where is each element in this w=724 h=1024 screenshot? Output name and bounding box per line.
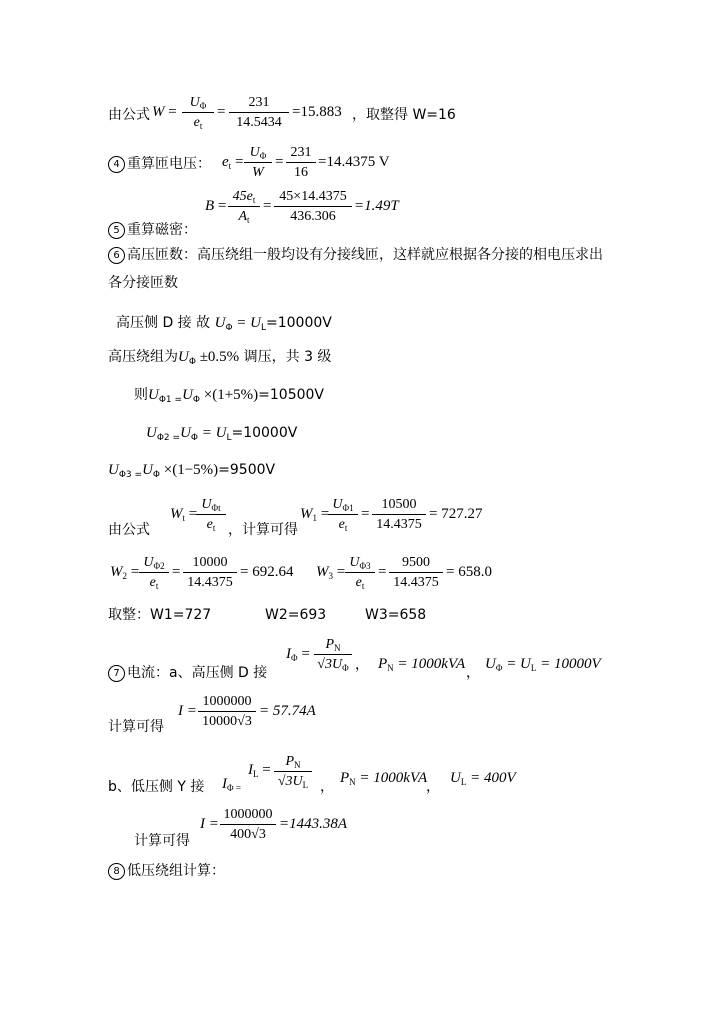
formula-iphi-lhs: $I_{\Phi =}$ xyxy=(222,776,241,793)
line-16-label: 计算可得 xyxy=(134,833,190,849)
fraction-uphit-over-et: $U_{\Phi t}$ $e_t$ xyxy=(196,497,226,534)
circled-number: 5 xyxy=(108,222,125,239)
fraction-pn-over-sqrt3-ul: $\frac{P_N}{√3U_L}$ xyxy=(274,754,312,791)
circled-number: 6 xyxy=(108,247,125,264)
u-phi2-formula: $U_{\Phi 2 =}U_\Phi = U_L=10000V$ xyxy=(146,425,298,443)
formula-b-lhs: B = xyxy=(205,198,227,214)
formula-il-lhs: $I_L$ = xyxy=(248,762,271,779)
rounding-w1: 取整：W1=727 xyxy=(108,607,212,623)
comma: ， xyxy=(426,779,440,795)
section-6-continuation: 各分接匝数 xyxy=(108,275,178,291)
circled-number: 7 xyxy=(108,665,125,682)
comma: ， xyxy=(320,779,334,795)
fraction-45et-over-at: $\frac{45e_t}{A_t}$ xyxy=(228,189,260,226)
formula-result: =1.49T xyxy=(354,198,399,214)
formula-iphi-lhs: $I_\Phi$ = xyxy=(286,646,310,663)
formula-result: =14.4375 V xyxy=(318,154,390,170)
hv-d-connection: 高压侧 D 接 故 $U_\Phi = U_L=10000V$ xyxy=(116,315,332,333)
formula-result: = 727.27 xyxy=(429,506,483,522)
fraction-9500-over-14.4375: $\frac{9500}{14.4375}$ xyxy=(389,555,443,591)
formula-ul: $U_L = 400V$ xyxy=(450,770,516,787)
formula-w1-lhs: $W_1$ = xyxy=(300,506,330,523)
formula-i-lhs: I = xyxy=(178,703,197,719)
formula-eq: = xyxy=(361,506,370,522)
formula-result: =15.883 xyxy=(292,104,342,120)
section-7-heading: 7 电流：a、高压侧 D 接 xyxy=(108,664,267,682)
formula-i-lhs: I = xyxy=(200,816,219,832)
fraction-uphi2-over-et: $\frac{U_{\Phi 2}}{e_t}$ xyxy=(139,555,169,592)
formula-et-lhs: $e_t$ = xyxy=(222,154,244,171)
fraction-1000000-over-10000sqrt3: $\frac{1000000}{10000√3}$ xyxy=(198,694,256,730)
formula-w-lhs: W = xyxy=(152,104,177,120)
lv-y-connection-label: b、低压侧 Y 接 xyxy=(108,779,205,795)
formula-w3-lhs: $W_3$ = xyxy=(316,564,346,581)
fraction-45x14.4375-over-436.306: $\frac{45\times 14.4375}{436.306}$ xyxy=(274,189,352,225)
formula-uphi-ul: $U_\Phi = U_L = 10000V$ xyxy=(485,656,601,673)
fraction-10500-over-14.4375: $\frac{10500}{14.4375}$ xyxy=(372,497,426,533)
u-phi3-formula: $U_{\Phi 3 =}U_\Phi \times(1-5\%)=9500V$ xyxy=(108,462,276,480)
line-10-label: 由公式 xyxy=(108,522,150,538)
comma: ， xyxy=(355,657,369,673)
formula-eq: = xyxy=(172,564,181,580)
formula-result-w3: = 658.0 xyxy=(446,564,492,580)
formula-result: = 57.74A xyxy=(259,703,316,719)
fraction-231-over-14.5434: $\frac{231}{14.5434}$ xyxy=(229,95,289,131)
fraction-u-over-e: $\frac{U_\Phi}{e_t}$ xyxy=(182,95,214,132)
fraction-uphi3-over-et: $\frac{U_{\Phi 3}}{e_t}$ xyxy=(345,555,375,592)
formula-pn: $P_N = 1000kVA$ xyxy=(378,656,466,673)
fraction-pn-over-sqrt3-uphi: $\frac{P_N}{√3U_\Phi}$ xyxy=(314,637,352,674)
formula-eq: = xyxy=(217,104,226,120)
comma: ， xyxy=(466,665,480,681)
circled-number: 8 xyxy=(108,863,125,880)
hv-tap-description: 高压绕组为$U_\Phi \pm 0.5\%$ 调压，共 3 级 xyxy=(108,349,332,367)
formula-eq: = xyxy=(275,154,284,170)
section-8-heading: 8 低压绕组计算： xyxy=(108,862,225,880)
fraction-10000-over-14.4375: $\frac{10000}{14.4375}$ xyxy=(183,555,237,591)
section-4-heading: 4 重算匝电压： xyxy=(108,155,211,173)
fraction-231-over-16: $\frac{231}{16}$ xyxy=(286,145,316,181)
fraction-uphi1-over-et: $\frac{U_{\Phi 1}}{e_t}$ xyxy=(328,497,358,534)
fraction-u-over-w: $\frac{U_\Phi}{W}$ xyxy=(244,145,272,181)
rounding-w2: W2=693 xyxy=(265,607,327,623)
fraction-1000000-over-400sqrt3: $\frac{1000000}{400√3}$ xyxy=(220,807,276,843)
formula-result: =1443.38A xyxy=(279,816,348,832)
line-1-suffix: ，取整得 W=16 xyxy=(352,107,456,123)
u-phi1-formula: 则$U_{\Phi 1 =}U_\Phi \times(1+5\%)=10500V$ xyxy=(134,387,324,405)
line-14-label: 计算可得 xyxy=(108,719,164,735)
circled-number: 4 xyxy=(108,156,125,173)
formula-eq: = xyxy=(263,198,272,214)
section-6-heading: 6 高压匝数：高压绕组一般均设有分接线匝，这样就应根据各分接的相电压求出 xyxy=(108,246,603,264)
formula-result-w2: = 692.64 xyxy=(240,564,294,580)
formula-pn: $P_N = 1000kVA$ xyxy=(340,770,428,787)
formula-w2-lhs: $W_2$ = xyxy=(110,564,140,581)
formula-eq: = xyxy=(378,564,387,580)
line-1-label: 由公式 xyxy=(108,107,150,123)
line-10-mid: ，计算可得 xyxy=(228,522,298,538)
rounding-w3: W3=658 xyxy=(365,607,427,623)
formula-wt-lhs: $W_t$ = xyxy=(170,506,198,523)
section-5-heading: 5 重算磁密： xyxy=(108,221,197,239)
